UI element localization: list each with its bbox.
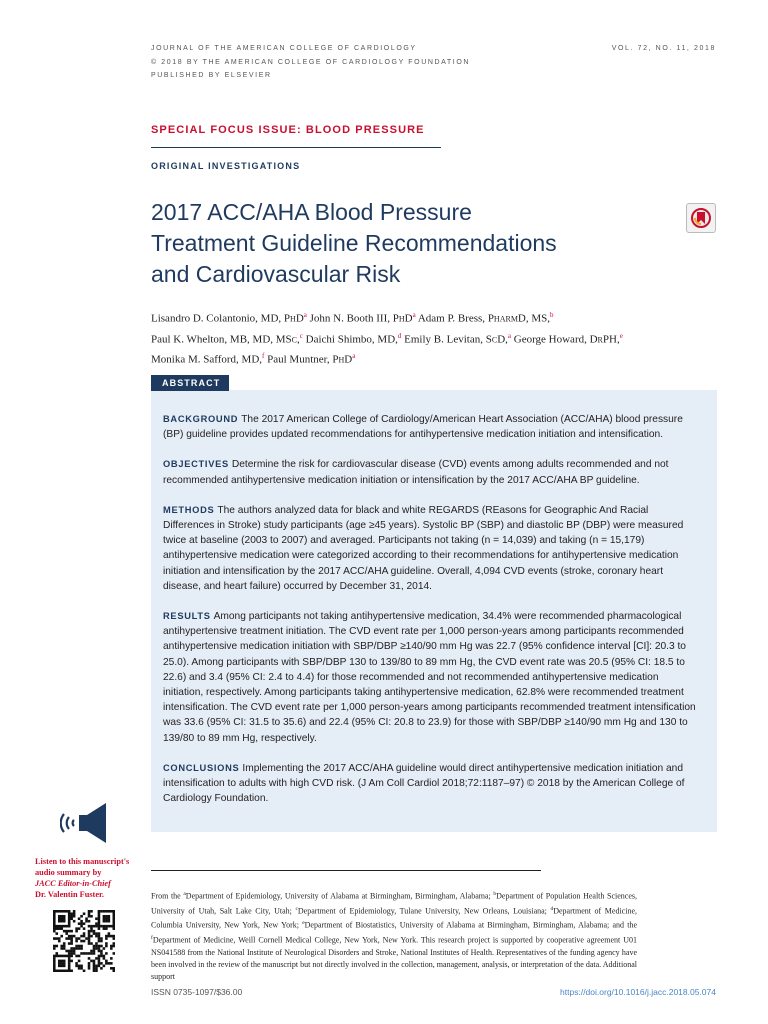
section-divider: [151, 147, 441, 148]
author-list: [151, 307, 711, 369]
audio-summary-button[interactable]: [60, 800, 112, 846]
title-line-1: 2017 ACC/AHA Blood Pressure: [151, 199, 472, 225]
qr-code[interactable]: [53, 910, 115, 972]
publisher-line: PUBLISHED BY ELSEVIER: [151, 72, 272, 79]
affiliations: From the $^a$Department of Epidemiology, University of Alabama at Birmingham, Birmingham, Alabama; $^b$Department of Population Health Sciences, University of Utah, Salt Lake City, Utah; $^c$Department of Epidemiology, Tulane University, New Orleans, Louisiana; $^d$Department of Medicine, Columbia University, New York, New York; $^e$Department of Biostatistics, University of Alabama at Birmingham, Birmingham, Alabama; and the $^f$Department of Medicine, Weill Cornell Medical College, New York, New York. This research project is supported by cooperative agreement U01 NS041588 from the National Institute of Neurological Disorders and Stroke, National Institutes of Health. Representatives of the funding agency have been involved in the review of the manuscript but not directly involved in the collection, management, analysis, or interpretation of the data. Additional support: [151, 891, 638, 981]
title-line-3: and Cardiovascular Risk: [151, 261, 401, 287]
abstract-background: BACKGROUND The 2017 American College of Cardiology/American Heart Association (ACC/AHA) blood pressure (BP) guideline provides updated recommendations for antihypertensive medication initiation and intensification.: [163, 414, 683, 441]
abstract-methods: METHODS The authors analyzed data for black and white REGARDS (REasons for Geographic And Racial Differences in Stroke) study participants (age ≥45 years). Systolic BP (SBP) and diastolic BP (DBP) were measured twice at baseline (2003 to 2007) and averaged. Participants not taking (n = 14,039) and taking (n = 15,179) antihypertensive medication were categorized according to their recommendations for antihypertensive medication initiation and intensification by the 2017 ACC/AHA guideline. Overall, 4,094 CVD events (stroke, coronary heart disease, and heart failure) occurred by December 31, 2014.: [163, 504, 684, 592]
crossmark-icon: [687, 204, 715, 232]
abstract-label: ABSTRACT: [151, 375, 229, 391]
volume-info: VOL. 72, NO. 11, 2018: [611, 45, 716, 52]
special-focus-label: SPECIAL FOCUS ISSUE: BLOOD PRESSURE: [151, 124, 425, 136]
copyright-line: © 2018 BY THE AMERICAN COLLEGE OF CARDIOLOGY FOUNDATION: [151, 59, 471, 66]
author-line-3: Monika M. Safford, MD,$^f$ Paul Muntner, PhD$^a$: [151, 352, 356, 366]
qr-code-icon: [53, 910, 115, 972]
article-title: [151, 197, 671, 290]
speaker-icon: [60, 800, 112, 846]
issn: ISSN 0735-1097/$36.00: [151, 987, 243, 997]
audio-summary-text[interactable]: Listen to this manuscript's audio summary by JACC Editor-in-Chief Dr. Valentin Fuster.: [35, 857, 130, 899]
crossmark-badge[interactable]: [686, 203, 716, 233]
abstract-objectives: OBJECTIVES Determine the risk for cardiovascular disease (CVD) events among adults recommended and not recommended antihypertensive medication initiation or intensification by the 2017 ACC/AHA BP guideline.: [163, 459, 669, 486]
abstract-results: RESULTS Among participants not taking antihypertensive medication, 34.4% were recommended pharmacological antihypertensive treatment initiation. The CVD event rate per 1,000 person-years among participants recommended antihypertensive medication initiation with SBP/DBP ≥140/90 mm Hg was 22.7 (95% confidence interval [CI]: 20.3 to 25.0). Among participants with SBP/DBP 130 to 139/80 to 89 mm Hg, the CVD event rate was 20.5 (95% CI: 18.5 to 22.6) and 3.4 (95% CI: 2.4 to 4.4) for those recommended and not recommended antihypertensive medication initiation, respectively. Among participants taking antihypertensive medication, 62.8% were recommended treatment intensification. The CVD event rate per 1,000 person-years among participants recommended treatment intensification was 33.6 (95% CI: 31.5 to 35.6) and 22.4 (95% CI: 20.8 to 23.9) for those with SBP/DBP ≥140/90 mm Hg and 130 to 139/80 to 89 mm Hg, respectively.: [163, 611, 696, 744]
journal-name: JOURNAL OF THE AMERICAN COLLEGE OF CARDIOLOGY: [151, 45, 417, 52]
abstract-content: [163, 412, 701, 806]
section-label: ORIGINAL INVESTIGATIONS: [151, 161, 301, 171]
footnote-divider: [151, 870, 541, 871]
doi-link[interactable]: https://doi.org/10.1016/j.jacc.2018.05.074: [560, 987, 716, 997]
author-line-1: Lisandro D. Colantonio, MD, PhD$^a$ John N. Booth III, PhD$^a$ Adam P. Bress, PharmD, MS,$^b$: [151, 311, 554, 325]
abstract-conclusions: CONCLUSIONS Implementing the 2017 ACC/AHA guideline would direct antihypertensive medication initiation and intensification to adults with high CVD risk. (J Am Coll Cardiol 2018;72:1187–97) © 2018 by the American College of Cardiology Foundation.: [163, 762, 685, 805]
title-line-2: Treatment Guideline Recommendations: [151, 230, 557, 256]
author-line-2: Paul K. Whelton, MB, MD, MSc,$^c$ Daichi Shimbo, MD,$^d$ Emily B. Levitan, ScD,$^a$ George Howard, DrPH,$^e$: [151, 331, 623, 346]
